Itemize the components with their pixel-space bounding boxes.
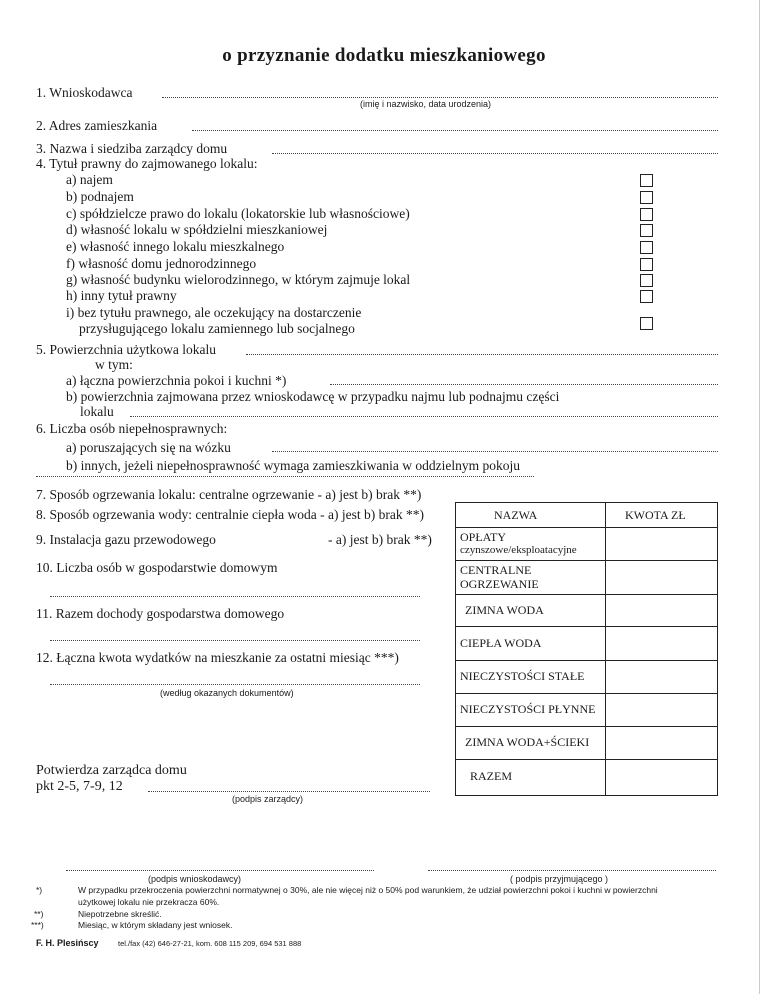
table-row-label-sub: OGRZEWANIE: [460, 577, 539, 591]
table-row-label-sub: czynszowe/eksploatacyjne: [460, 544, 577, 556]
title-option-e: e) własność innego lokalu mieszkalnego: [66, 239, 285, 254]
table-amount-cell-stale[interactable]: [606, 661, 717, 693]
footnote-text: użytkowej lokalu nie przekracza 60%.: [78, 897, 220, 907]
item-address-label: 2. Adres zamieszkania: [36, 118, 158, 133]
printer-name: F. H. Plesińscy: [36, 938, 99, 948]
title-option-i-cont: przysługującego lokalu zamiennego lub socjalnego: [79, 321, 355, 336]
checkbox-podnajem[interactable]: [640, 191, 653, 204]
household-field[interactable]: [50, 596, 420, 597]
table-row-label: NIECZYSTOŚCI STAŁE: [460, 669, 585, 683]
footnote-text: Miesiąc, w którym składany jest wniosek.: [78, 920, 233, 930]
table-row-label: ZIMNA WODA: [465, 603, 544, 617]
table-amount-cell-razem[interactable]: [606, 760, 717, 795]
area-field[interactable]: [246, 354, 718, 355]
area-b-label: b) powierzchnia zajmowana przez wnioskodawcę w przypadku najmu lub podnajmu części: [66, 389, 560, 404]
table-amount-cell-oplaty[interactable]: [606, 528, 717, 560]
title-option-g: g) własność budynku wielorodzinnego, w którym zajmuje lokal: [66, 272, 411, 287]
item-title-label: 4. Tytuł prawny do zajmowanego lokalu:: [36, 156, 258, 171]
page-edge: [759, 0, 760, 994]
gas-options: - a) jest b) brak **): [328, 532, 432, 547]
area-wtym: w tym:: [95, 357, 133, 372]
disabled-b-label: b) innych, jeżeli niepełnosprawność wymaga zamieszkiwania w oddzielnym pokoju: [66, 458, 520, 473]
receiver-signature-field[interactable]: [428, 870, 716, 871]
table-amount-cell-plynne[interactable]: [606, 694, 717, 726]
income-field[interactable]: [50, 640, 420, 641]
title-option-d: d) własność lokalu w spółdzielni mieszkaniowej: [66, 222, 328, 237]
checkbox-budynek-wielorodzinny[interactable]: [640, 274, 653, 287]
item-water-label: 8. Sposób ogrzewania wody: centralnie ciepła woda - a) jest b) brak **): [36, 507, 424, 522]
table-row-label: CIEPŁA WODA: [460, 636, 542, 650]
footnote-text: W przypadku przekroczenia powierzchni normatywnej o 30%, ale nie więcej niż o 50% pod warunkiem, że udział powierzchni pokoi i kuchni w powierzchni: [78, 885, 658, 895]
applicant-signature-note: (podpis wnioskodawcy): [148, 874, 242, 884]
checkbox-najem[interactable]: [640, 174, 653, 187]
footnote-mark: *): [36, 885, 43, 895]
area-a-field[interactable]: [330, 384, 718, 385]
footnote-mark: ***): [31, 920, 44, 930]
checkbox-inny-tytul[interactable]: [640, 290, 653, 303]
table-amount-cell-zimna[interactable]: [606, 595, 717, 626]
disabled-b-field[interactable]: [36, 476, 534, 477]
table-row-label: CENTRALNE: [460, 563, 532, 577]
checkbox-dom-jednorodzinny[interactable]: [640, 258, 653, 271]
item-household-label: 10. Liczba osób w gospodarstwie domowym: [36, 560, 278, 575]
title-option-a: a) najem: [66, 172, 113, 187]
title-option-c: c) spółdzielcze prawo do lokalu (lokatorskie lub własnościowe): [66, 206, 410, 221]
printer-contact: tel./fax (42) 646-27-21, kom. 608 115 209, 694 531 888: [118, 939, 302, 948]
item-heating-label: 7. Sposób ogrzewania lokalu: centralne ogrzewanie - a) jest b) brak **): [36, 487, 422, 502]
item-disabled-label: 6. Liczba osób niepełnosprawnych:: [36, 421, 228, 436]
disabled-a-field[interactable]: [272, 451, 718, 452]
item-expenses-label: 12. Łączna kwota wydatków na mieszkanie za ostatni miesiąc ***): [36, 650, 399, 665]
expenses-field[interactable]: [50, 684, 420, 685]
checkbox-wlasnosc-spoldzielnia[interactable]: [640, 224, 653, 237]
table-row-label: RAZEM: [470, 769, 512, 783]
footnote-mark: **): [34, 909, 44, 919]
checkbox-wlasnosc-innego[interactable]: [640, 241, 653, 254]
table-row-label: OPŁATY: [460, 530, 507, 544]
item-manager-label: 3. Nazwa i siedziba zarządcy domu: [36, 141, 228, 156]
area-b-field[interactable]: [130, 416, 718, 417]
title-option-f: f) własność domu jednorodzinnego: [66, 256, 257, 271]
form-title: o przyznanie dodatku mieszkaniowego: [222, 45, 546, 66]
expenses-note: (według okazanych dokumentów): [160, 688, 294, 698]
table-header-name: NAZWA: [494, 508, 538, 522]
receiver-signature-note: ( podpis przyjmującego ): [510, 874, 609, 884]
item-applicant-label: 1. Wnioskodawca: [36, 85, 133, 100]
table-row-label: ZIMNA WODA+ŚCIEKI: [465, 735, 590, 749]
title-option-i: i) bez tytułu prawnego, ale oczekujący na dostarczenie: [66, 305, 362, 320]
item-gas-label: 9. Instalacja gazu przewodowego: [36, 532, 216, 547]
confirm-line2: pkt 2-5, 7-9, 12: [36, 779, 123, 794]
area-a-label: a) łączna powierzchnia pokoi i kuchni *): [66, 373, 287, 388]
item-income-label: 11. Razem dochody gospodarstwa domowego: [36, 606, 285, 621]
footnote-text: Niepotrzebne skreślić.: [78, 909, 162, 919]
checkbox-bez-tytulu[interactable]: [640, 317, 653, 330]
disabled-a-label: a) poruszających się na wózku: [66, 440, 231, 455]
item-area-label: 5. Powierzchnia użytkowa lokalu: [36, 342, 216, 357]
applicant-field[interactable]: [162, 97, 718, 98]
confirm-line1: Potwierdza zarządca domu: [36, 763, 187, 778]
checkbox-spoldzielcze[interactable]: [640, 208, 653, 221]
applicant-field-note: (imię i nazwisko, data urodzenia): [360, 99, 492, 109]
title-option-b: b) podnajem: [66, 189, 134, 204]
table-header-amount: KWOTA ZŁ: [625, 508, 686, 522]
manager-signature-field[interactable]: [148, 791, 430, 792]
table-amount-cell-ciepla[interactable]: [606, 627, 717, 660]
address-field[interactable]: [192, 130, 718, 131]
table-row-label: NIECZYSTOŚCI PŁYNNE: [460, 702, 596, 716]
table-amount-cell-scieki[interactable]: [606, 727, 717, 759]
manager-signature-note: (podpis zarządcy): [232, 794, 304, 804]
table-amount-cell-co[interactable]: [606, 561, 717, 594]
manager-field[interactable]: [272, 153, 718, 154]
applicant-signature-field[interactable]: [66, 870, 374, 871]
area-b-label-cont: lokalu: [80, 404, 114, 419]
title-option-h: h) inny tytuł prawny: [66, 288, 177, 303]
